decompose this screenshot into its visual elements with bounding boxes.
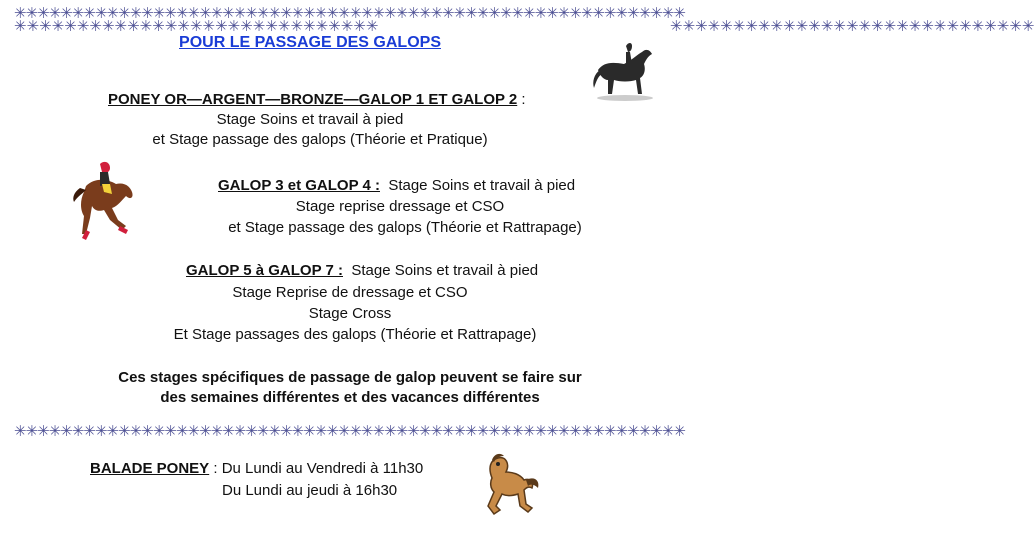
jumping-horse-icon bbox=[72, 160, 142, 244]
section1-heading: PONEY OR—ARGENT—BRONZE—GALOP 1 ET GALOP 2 bbox=[108, 91, 518, 108]
note-line1: Ces stages spécifiques de passage de galop peuvent se faire sur bbox=[118, 369, 582, 386]
balade-heading: BALADE PONEY bbox=[90, 460, 210, 477]
section3-line2: Stage Reprise de dressage et CSO bbox=[232, 284, 468, 301]
section1-line2: et Stage passage des galops (Théorie et Pratique) bbox=[152, 131, 488, 148]
section1-heading-line bbox=[108, 91, 526, 108]
border-top: ✳✳✳✳✳✳✳✳✳✳✳✳✳✳✳✳✳✳✳✳✳✳✳✳✳✳✳✳✳✳✳✳✳✳✳✳✳✳✳✳✳✳✳✳✳✳✳✳✳✳✳✳✳✳✳✳✳✳ bbox=[14, 5, 685, 22]
section1-line1: Stage Soins et travail à pied bbox=[216, 111, 404, 128]
border-left: ✳✳✳✳✳✳✳✳✳✳✳✳✳✳✳✳✳✳✳✳✳✳✳✳✳✳✳✳✳ bbox=[14, 18, 379, 35]
border-right: ✳✳✳✳✳✳✳✳✳✳✳✳✳✳✳✳✳✳✳✳✳✳✳✳✳✳✳✳✳ bbox=[670, 18, 1034, 35]
section2-line0 bbox=[218, 177, 575, 194]
section2-line2: Stage reprise dressage et CSO bbox=[295, 198, 505, 215]
section2-heading: GALOP 3 et GALOP 4 : bbox=[218, 177, 380, 194]
section3-heading: GALOP 5 à GALOP 7 : bbox=[186, 262, 343, 279]
section1-colon: : bbox=[517, 91, 526, 108]
section3-line4: Et Stage passages des galops (Théorie et Rattrapage) bbox=[173, 326, 537, 343]
balade-line1: : Du Lundi au Vendredi à 11h30 bbox=[209, 460, 424, 477]
section3-line1: Stage Soins et travail à pied bbox=[351, 262, 539, 279]
border-bottom: ✳✳✳✳✳✳✳✳✳✳✳✳✳✳✳✳✳✳✳✳✳✳✳✳✳✳✳✳✳✳✳✳✳✳✳✳✳✳✳✳✳✳✳✳✳✳✳✳✳✳✳✳✳✳✳✳✳✳ bbox=[14, 423, 685, 440]
note-line2: des semaines différentes et des vacances différentes bbox=[160, 389, 540, 406]
page-title: POUR LE PASSAGE DES GALOPS bbox=[179, 34, 441, 51]
dressage-horse-icon bbox=[590, 36, 660, 102]
section3-line3: Stage Cross bbox=[308, 305, 392, 322]
section2-line1: Stage Soins et travail à pied bbox=[388, 177, 576, 194]
cartoon-pony-icon bbox=[476, 452, 542, 518]
balade-line1-row bbox=[90, 460, 423, 477]
balade-line2: Du Lundi au jeudi à 16h30 bbox=[222, 482, 398, 499]
section3-line0 bbox=[186, 262, 538, 279]
section2-line3: et Stage passage des galops (Théorie et Rattrapage) bbox=[228, 219, 582, 236]
